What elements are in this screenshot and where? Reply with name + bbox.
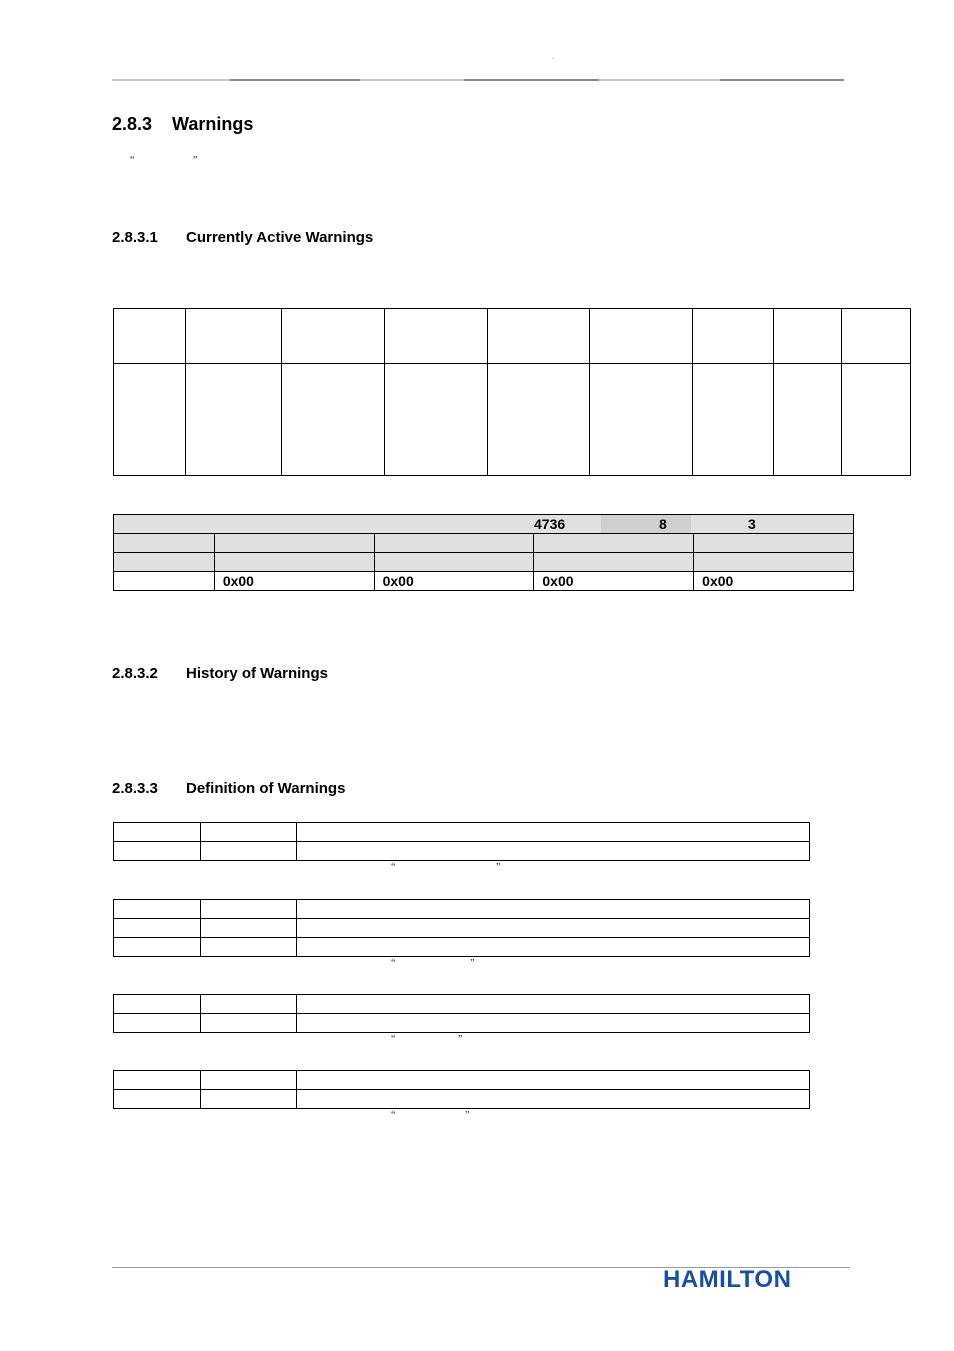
- active-warnings-table: [113, 308, 911, 476]
- logo-text: HAMILTON: [663, 1266, 792, 1292]
- table-header-row: [114, 309, 911, 364]
- subsection-number: 2.8.3.3: [112, 780, 158, 797]
- header-mark: ﾞ: [552, 59, 556, 65]
- table-row: [114, 1071, 810, 1090]
- definition-quote-close: ”: [496, 862, 501, 873]
- table-row: [114, 1014, 810, 1033]
- definition-quote-open: “: [391, 862, 396, 873]
- subsection-title: History of Warnings: [186, 665, 328, 682]
- definition-quote-close: ”: [458, 1034, 463, 1045]
- register-values-row: [114, 572, 854, 591]
- hamilton-logo-icon: [663, 1266, 843, 1292]
- table-row: [114, 823, 810, 842]
- definition-quote-open: “: [391, 1110, 396, 1121]
- table-row: [114, 995, 810, 1014]
- table-row: [114, 534, 854, 553]
- register-value: 0x00: [694, 572, 854, 591]
- register-table: [113, 514, 854, 591]
- subsection-number: 2.8.3.1: [112, 229, 158, 246]
- definition-quote-open: “: [391, 958, 396, 969]
- register-highlight: [601, 515, 691, 533]
- table-row: [114, 1090, 810, 1109]
- table-row: [114, 553, 854, 572]
- section-quote-close: ”: [193, 155, 198, 166]
- register-address: 4736: [534, 516, 566, 532]
- table-row: [114, 938, 810, 957]
- header-rule: [112, 79, 844, 81]
- definition-table: [113, 822, 810, 861]
- register-value: 0x00: [534, 572, 694, 591]
- definition-table: [113, 994, 810, 1033]
- subsection-heading-history: [112, 665, 328, 682]
- register-value: 0x00: [214, 572, 374, 591]
- table-row: [114, 900, 810, 919]
- section-heading: [112, 114, 253, 135]
- subsection-heading-definitions: [112, 780, 345, 797]
- register-type: 3: [748, 516, 756, 532]
- definition-table: [113, 1070, 810, 1109]
- hamilton-logo: [663, 1266, 843, 1297]
- register-header-row: [114, 515, 854, 534]
- definition-table: [113, 899, 810, 957]
- section-quote-open: “: [130, 155, 135, 166]
- subsection-heading-active: [112, 229, 373, 246]
- section-title: Warnings: [172, 114, 254, 134]
- table-row: [114, 364, 911, 476]
- register-value: 0x00: [374, 572, 534, 591]
- definition-quote-close: ”: [470, 958, 475, 969]
- section-number: 2.8.3: [112, 114, 153, 134]
- table-row: [114, 919, 810, 938]
- subsection-title: Currently Active Warnings: [186, 229, 374, 246]
- definition-quote-open: “: [391, 1034, 396, 1045]
- register-count: 8: [659, 516, 667, 532]
- subsection-title: Definition of Warnings: [186, 780, 346, 797]
- definition-quote-close: ”: [465, 1110, 470, 1121]
- subsection-number: 2.8.3.2: [112, 665, 158, 682]
- table-row: [114, 842, 810, 861]
